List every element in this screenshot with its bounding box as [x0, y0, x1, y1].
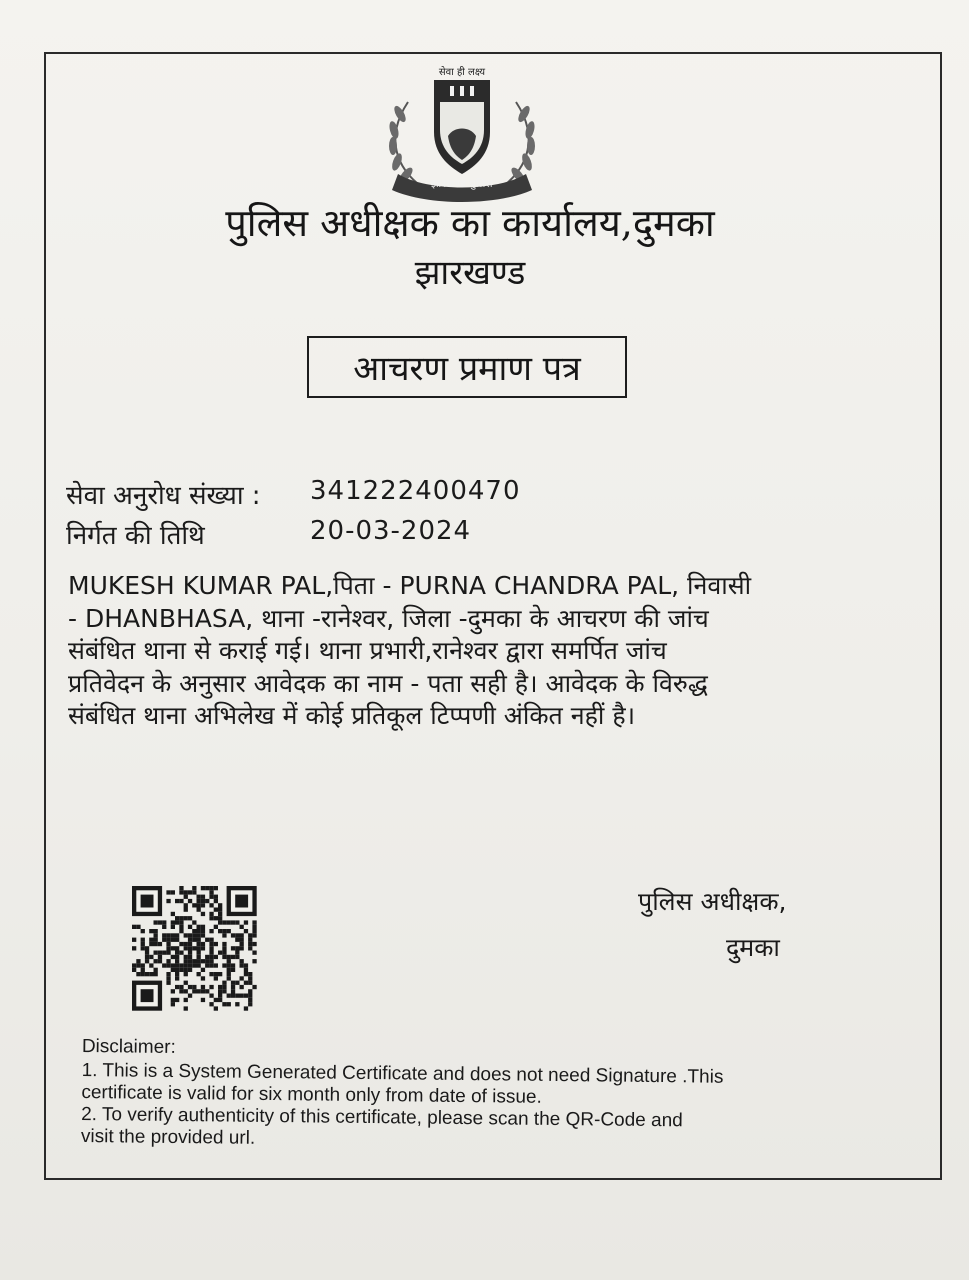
- office-title: पुलिस अधीक्षक का कार्यालय,दुमका: [225, 201, 715, 245]
- jharkhand-police-emblem-icon: [378, 62, 546, 204]
- request-number-row: [66, 476, 521, 512]
- issue-date-label: निर्गत की तिथि: [66, 521, 205, 551]
- statement-line: संबंधित थाना अभिलेख में कोई प्रतिकूल टिप्पणी अंकित नहीं है।: [68, 701, 636, 730]
- statement-line: - DHANBHASA, थाना -रानेश्वर, जिला -दुमका के आचरण की जांच: [68, 603, 709, 633]
- request-number-label: सेवा अनुरोध संख्या :: [66, 481, 261, 511]
- disclaimer-title: Disclaimer:: [81, 1036, 176, 1058]
- conduct-statement: [68, 570, 908, 733]
- statement-line: संबंधित थाना से कराई गई। थाना प्रभारी,रानेश्वर द्वारा समर्पित जांच: [68, 636, 667, 665]
- certificate-title: आचरण प्रमाण पत्र: [307, 336, 627, 398]
- signatory-place: दुमका: [726, 933, 780, 962]
- request-number-value: 341222400470: [310, 476, 521, 506]
- statement-line: MUKESH KUMAR PAL,पिता - PURNA CHANDRA PAL, निवासी: [68, 571, 752, 600]
- emblem-motto: सेवा ही लक्ष्य: [438, 67, 486, 78]
- disclaimer-block: [81, 1036, 862, 1156]
- disclaimer-line: 2. To verify authenticity of this certificate, please scan the QR-Code and: [81, 1103, 683, 1132]
- statement-line: प्रतिवेदन के अनुसार आवेदक का नाम - पता सही है। आवेदक के विरुद्ध: [68, 668, 708, 698]
- disclaimer-line: certificate is valid for six month only from date of issue.: [81, 1081, 542, 1108]
- issue-date-value: 20-03-2024: [310, 516, 472, 546]
- qr-code-icon[interactable]: [132, 886, 260, 1012]
- emblem-ribbon-text: झारखण्ड पुलिस: [430, 179, 493, 190]
- signatory-designation: पुलिस अधीक्षक,: [638, 887, 787, 916]
- disclaimer-line: visit the provided url.: [80, 1125, 256, 1149]
- disclaimer-line: 1. This is a System Generated Certificate and does not need Signature .This: [81, 1059, 724, 1088]
- office-state: झारखण्ड: [414, 253, 526, 293]
- issue-date-row: [66, 516, 472, 552]
